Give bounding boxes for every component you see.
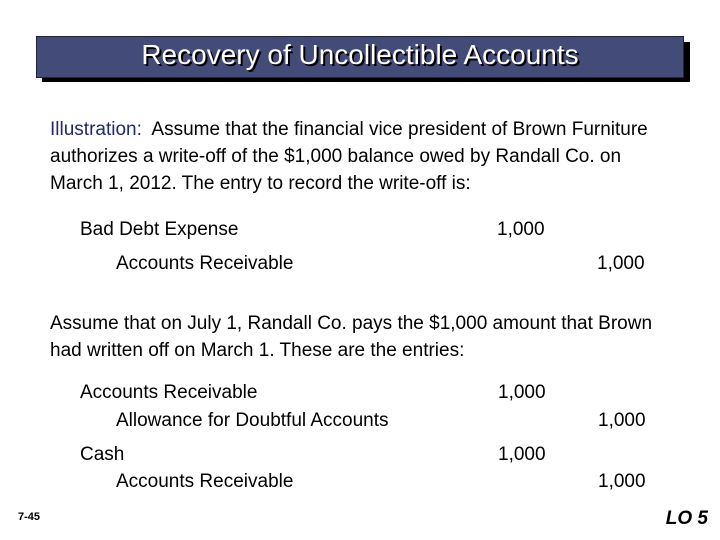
slide-number: 7-45	[18, 511, 41, 523]
title-bar	[36, 36, 684, 78]
collection-debit-amount: 1,000	[498, 444, 546, 465]
illustration-label: Illustration:	[50, 119, 142, 140]
collection-credit-amount: 1,000	[598, 471, 646, 492]
reinstate-debit-amount: 1,000	[498, 382, 546, 403]
collection-credit-account: Accounts Receivable	[116, 471, 294, 492]
reinstate-credit-amount: 1,000	[598, 410, 646, 431]
reinstate-credit-account: Allowance for Doubtful Accounts	[116, 410, 389, 431]
writeoff-debit-account: Bad Debt Expense	[80, 219, 239, 240]
slide-title: Recovery of Uncollectible Accounts	[141, 39, 579, 70]
writeoff-credit-account: Accounts Receivable	[116, 253, 294, 274]
recovery-paragraph: Assume that on July 1, Randall Co. pays the $1,000 amount that Brown had written off on March 1. These are the entries:	[50, 313, 653, 361]
intro-text: Assume that the financial vice president of Brown Furniture authorizes a write-off of the $1,000 balance owed by Randall Co. on March 1, 2012. The entry to record the write-off is:	[50, 119, 648, 194]
writeoff-debit-amount: 1,000	[497, 219, 545, 240]
learning-objective: LO 5	[665, 508, 708, 529]
reinstate-debit-account: Accounts Receivable	[80, 382, 258, 403]
intro-paragraph	[50, 116, 670, 197]
writeoff-credit-amount: 1,000	[597, 253, 645, 274]
collection-debit-account: Cash	[80, 444, 125, 465]
